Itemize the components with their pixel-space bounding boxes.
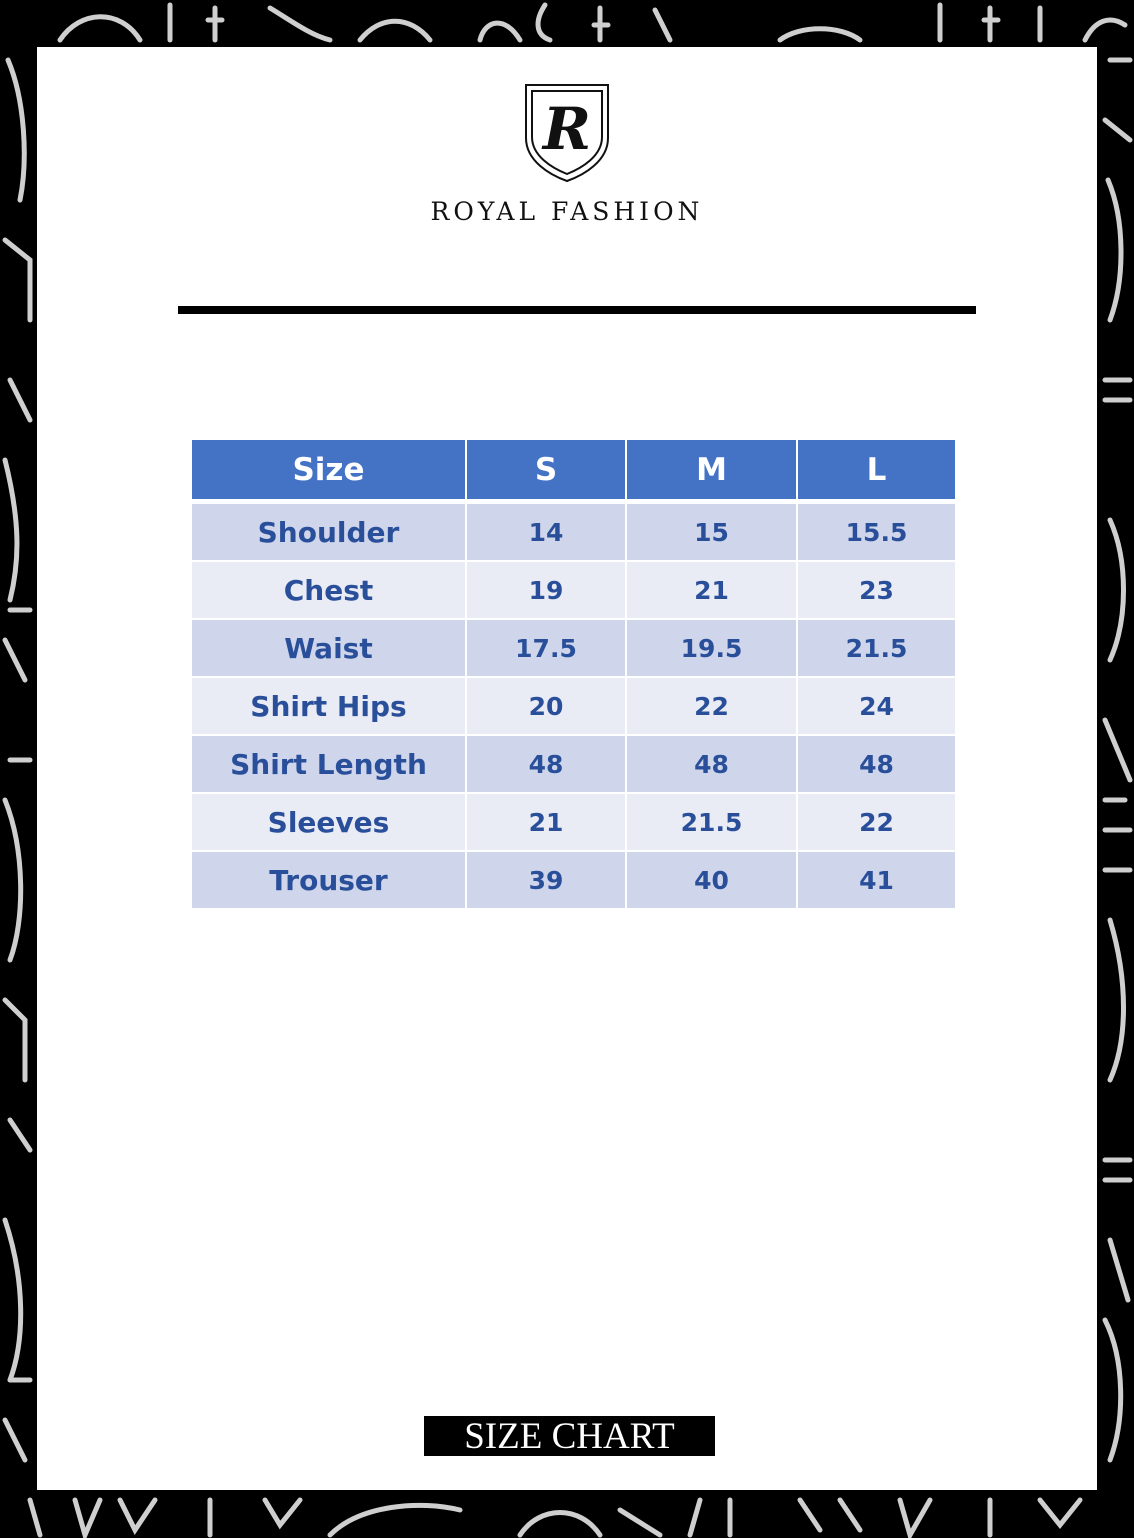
cell-s: 19 [467, 562, 625, 620]
row-label: Shoulder [192, 504, 465, 562]
logo-letter: R [542, 95, 592, 163]
cell-s: 21 [467, 794, 625, 852]
header-m: M [627, 440, 796, 504]
size-chart-label: SIZE CHART [424, 1416, 715, 1456]
cell-l: 24 [798, 678, 955, 736]
cell-m: 40 [627, 852, 796, 910]
cell-m: 22 [627, 678, 796, 736]
cell-m: 21.5 [627, 794, 796, 852]
row-label: Trouser [192, 852, 465, 910]
table-header-row [192, 440, 955, 504]
content-panel [37, 47, 1097, 1490]
table-row [192, 504, 955, 562]
cell-s: 17.5 [467, 620, 625, 678]
row-label: Shirt Hips [192, 678, 465, 736]
cell-s: 48 [467, 736, 625, 794]
table-row [192, 852, 955, 910]
header-divider [178, 306, 976, 314]
cell-m: 21 [627, 562, 796, 620]
cell-l: 15.5 [798, 504, 955, 562]
cell-s: 14 [467, 504, 625, 562]
cell-l: 41 [798, 852, 955, 910]
row-label: Shirt Length [192, 736, 465, 794]
shield-crest-icon [524, 83, 610, 183]
table-row [192, 678, 955, 736]
header-size: Size [192, 440, 465, 504]
brand-name: ROYAL FASHION [430, 197, 704, 226]
row-label: Chest [192, 562, 465, 620]
table-row [192, 562, 955, 620]
brand-logo [37, 83, 1097, 226]
cell-s: 20 [467, 678, 625, 736]
row-label: Waist [192, 620, 465, 678]
cell-m: 19.5 [627, 620, 796, 678]
size-chart-table [190, 440, 957, 910]
header-l: L [798, 440, 955, 504]
cell-l: 21.5 [798, 620, 955, 678]
row-label: Sleeves [192, 794, 465, 852]
cell-m: 15 [627, 504, 796, 562]
cell-l: 22 [798, 794, 955, 852]
header-s: S [467, 440, 625, 504]
cell-s: 39 [467, 852, 625, 910]
cell-l: 23 [798, 562, 955, 620]
table-row [192, 736, 955, 794]
table-row [192, 620, 955, 678]
cell-m: 48 [627, 736, 796, 794]
cell-l: 48 [798, 736, 955, 794]
table-row [192, 794, 955, 852]
